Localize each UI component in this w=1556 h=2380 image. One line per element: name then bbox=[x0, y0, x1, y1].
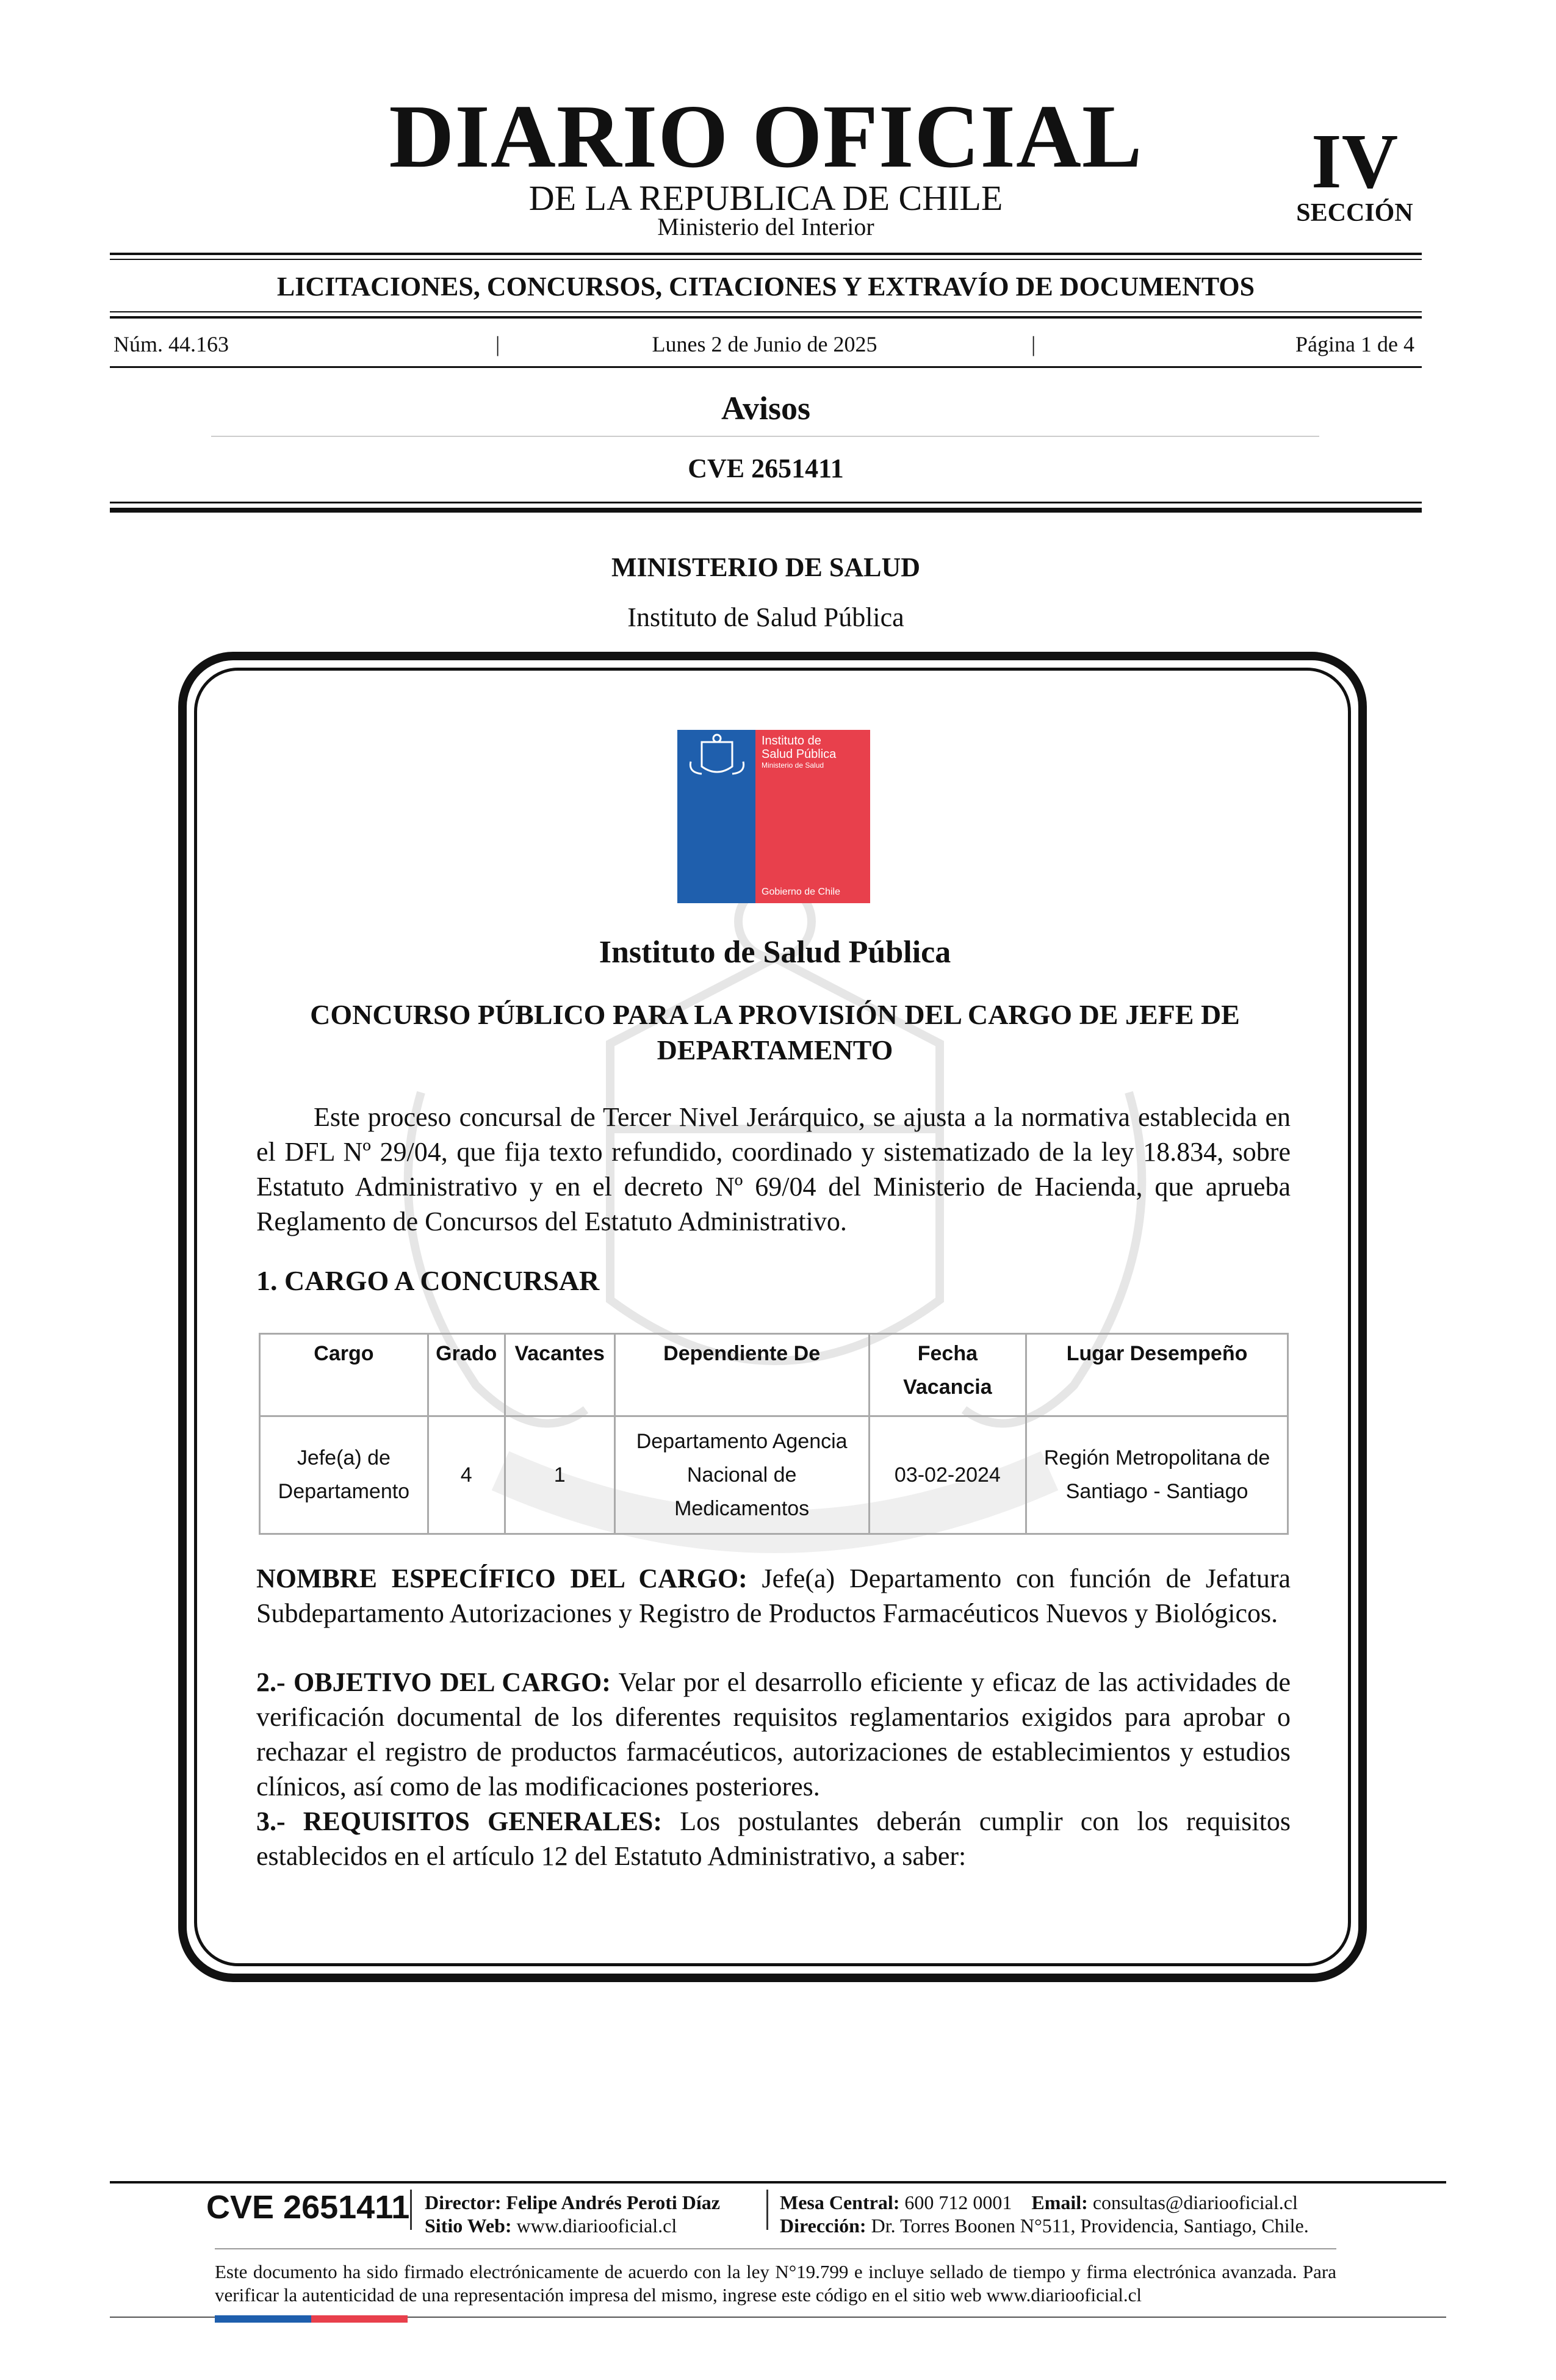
objective-paragraph bbox=[256, 1665, 1291, 1804]
specific-name-text: Jefe(a) Departamento con función de Jefatura Subdepartamento Autorizaciones y Registro de Productos Farmacéuticos Nuevos y Biológicos. bbox=[256, 1563, 1291, 1628]
issue-number: Núm. 44.163 bbox=[113, 332, 229, 356]
footer-bar-blue bbox=[215, 2315, 311, 2323]
notice-ministry: MINISTERIO DE SALUD bbox=[611, 552, 921, 582]
footer-address: Dr. Torres Boonen N°511, Providencia, Santiago, Chile. bbox=[871, 2215, 1309, 2237]
table-header-cell: Lugar Desempeño bbox=[1026, 1334, 1288, 1416]
table-cell: Jefe(a) de Departamento bbox=[260, 1416, 428, 1534]
table-cell: Región Metropolitana de Santiago - Santiago bbox=[1026, 1416, 1288, 1534]
masthead-ministry: Ministerio del Interior bbox=[657, 213, 874, 240]
requirements-text: Los postulantes deberán cumplir con los requisitos establecidos en el artículo 12 del Estatuto Administrativo, a saber: bbox=[256, 1806, 1291, 1871]
table-header-row bbox=[260, 1334, 1288, 1416]
header-rule-top-1 bbox=[110, 253, 1422, 255]
header-rule-mid-2 bbox=[110, 316, 1422, 319]
notice-institute: Instituto de Salud Pública bbox=[627, 602, 904, 632]
header-rule-top-2 bbox=[110, 259, 1422, 260]
requirements-paragraph bbox=[256, 1804, 1291, 1873]
footer-email-label: Email: bbox=[1031, 2191, 1088, 2213]
cve-rule-2 bbox=[110, 508, 1422, 513]
footer-director-label: Director: bbox=[425, 2191, 502, 2213]
header-rule-mid-1 bbox=[110, 311, 1422, 312]
footer-website-link[interactable]: www.diariooficial.cl bbox=[516, 2215, 677, 2237]
logo-gov: Gobierno de Chile bbox=[762, 887, 840, 897]
objective-text: Velar por el desarrollo eficiente y eficaz de las actividades de verificación documental de los diferentes requisitos reglamentarios exigidos para aprobar o rechazar el registro de productos farmacéuticos, autorizaciones de establecimientos y estudios clínicos, así como de las modificaciones posteriores. bbox=[256, 1667, 1291, 1801]
table-header-cell: Dependiente De bbox=[614, 1334, 869, 1416]
footer-separator-2 bbox=[766, 2190, 768, 2230]
footer-bar-red bbox=[311, 2315, 408, 2323]
masthead: DIARIO OFICIAL bbox=[389, 87, 1143, 187]
requirements-label: 3.- REQUISITOS GENERALES: bbox=[256, 1806, 663, 1836]
section-title: Avisos bbox=[721, 390, 811, 427]
meta-separator-1: | bbox=[495, 332, 500, 356]
table-cell: 03-02-2024 bbox=[869, 1416, 1026, 1534]
footer-director-block bbox=[425, 2191, 720, 2237]
table-header-cell: Cargo bbox=[260, 1334, 428, 1416]
cargo-table bbox=[259, 1333, 1289, 1535]
meta-separator-2: | bbox=[1031, 332, 1036, 356]
footer-separator-1 bbox=[410, 2190, 412, 2230]
logo-line1: Instituto de bbox=[762, 734, 821, 748]
avisos-rule bbox=[211, 436, 1319, 437]
document-title: Instituto de Salud Pública bbox=[599, 935, 951, 970]
cve-rule-1 bbox=[110, 502, 1422, 503]
specific-name-paragraph bbox=[256, 1561, 1291, 1631]
table-header-cell: Vacantes bbox=[505, 1334, 614, 1416]
intro-paragraph: Este proceso concursal de Tercer Nivel Jerárquico, se ajusta a la normativa establecida en el DFL Nº 29/04, que fija texto refundido, coordinado y sistematizado de la ley 18.834, sobre Estatuto Administrativo y en el decreto Nº 69/04 del Ministerio de Hacienda, que aprueba Reglamento de Concursos del Estatuto Administrativo. bbox=[256, 1102, 1291, 1236]
table-cell: 1 bbox=[505, 1416, 614, 1534]
footer-rule bbox=[110, 2181, 1446, 2183]
footer-director-name: Felipe Andrés Peroti Díaz bbox=[506, 2191, 720, 2213]
masthead-subtitle: DE LA REPUBLICA DE CHILE bbox=[528, 178, 1003, 218]
section-number: IV bbox=[1311, 118, 1399, 204]
footer-helpdesk-label: Mesa Central: bbox=[780, 2191, 900, 2213]
objective-label: 2.- OBJETIVO DEL CARGO: bbox=[256, 1667, 611, 1697]
footer-website-label: Sitio Web: bbox=[425, 2215, 512, 2237]
category-title: LICITACIONES, CONCURSOS, CITACIONES Y EXTRAVÍO DE DOCUMENTOS bbox=[276, 272, 1255, 301]
table-cell: Departamento Agencia Nacional de Medicamentos bbox=[614, 1416, 869, 1534]
section-1-title: 1. CARGO A CONCURSAR bbox=[256, 1265, 600, 1296]
footer-email-link[interactable]: consultas@diariooficial.cl bbox=[1092, 2191, 1298, 2213]
footer-inner-rule bbox=[215, 2248, 1336, 2249]
footer-helpdesk: 600 712 0001 bbox=[904, 2191, 1012, 2213]
cve-code: CVE 2651411 bbox=[688, 453, 844, 483]
logo-line3: Ministerio de Salud bbox=[762, 761, 824, 770]
specific-name-label: NOMBRE ESPECÍFICO DEL CARGO: bbox=[256, 1563, 747, 1593]
footer-address-label: Dirección: bbox=[780, 2215, 866, 2237]
isp-logo bbox=[677, 730, 870, 903]
contest-title: CONCURSO PÚBLICO PARA LA PROVISIÓN DEL CARGO DE JEFE DE DEPARTAMENTO bbox=[310, 999, 1240, 1066]
table-row bbox=[260, 1416, 1288, 1534]
page-indicator: Página 1 de 4 bbox=[1295, 332, 1414, 356]
section-label: SECCIÓN bbox=[1296, 199, 1413, 227]
footer-cve: CVE 2651411 bbox=[206, 2189, 410, 2226]
meta-rule bbox=[110, 366, 1422, 368]
logo-line2: Salud Pública bbox=[762, 748, 837, 761]
footer-contact-block bbox=[780, 2191, 1309, 2237]
logo-blue-panel bbox=[677, 730, 755, 903]
table-header-cell: Fecha Vacancia bbox=[869, 1334, 1026, 1416]
issue-date: Lunes 2 de Junio de 2025 bbox=[652, 332, 877, 356]
footer-disclaimer: Este documento ha sido firmado electrónicamente de acuerdo con la ley N°19.799 e incluye sellado de tiempo y firma electrónica avanzada. Para verificar la autenticidad de una representación impresa del mismo, ingrese este código en el sitio web www.diariooficial.cl bbox=[215, 2261, 1336, 2306]
table-header-cell: Grado bbox=[428, 1334, 505, 1416]
table-cell: 4 bbox=[428, 1416, 505, 1534]
